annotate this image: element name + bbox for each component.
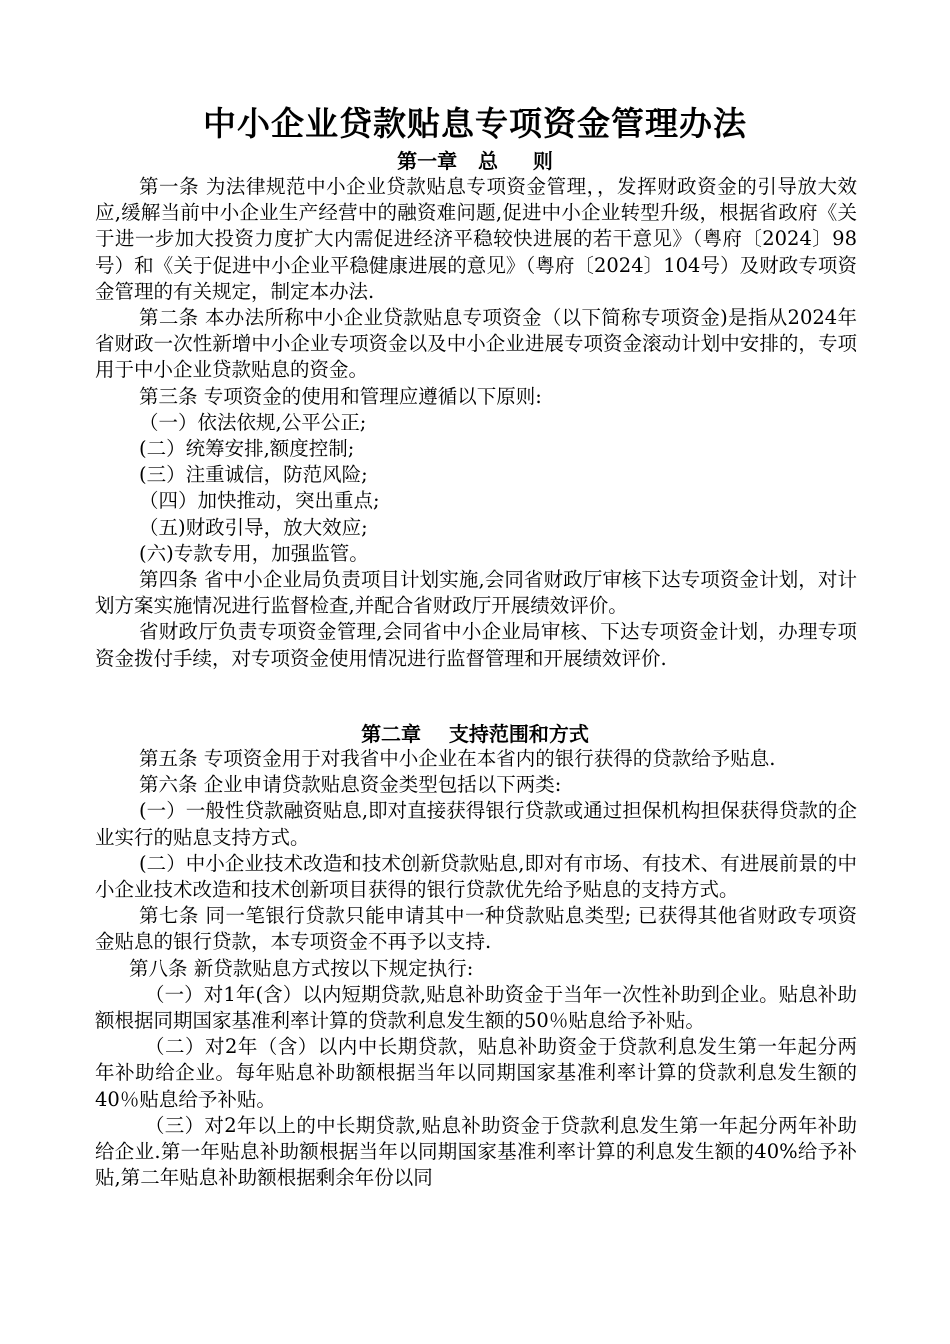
article-4: 第四条 省中小企业局负责项目计划实施,会同省财政厅审核下达专项资金计划，对计划方案实施情况进行监督检查,并配合省财政厅开展绩效评价。 <box>95 568 857 618</box>
article-1: 第一条 为法律规范中小企业贷款贴息专项资金管理，，发挥财政资金的引导放大效应,缓解当前中小企业生产经营中的融资难问题,促进中小企业转型升级，根据省政府《关于进一步加大投资力度扩大内需促进经济平稳较快进展的若干意见》（粤府〔2024〕98号）和《关于促进中小企业平稳健康进展的意见》（粤府〔2024〕104号）及财政专项资金管理的有关规定，制定本办法. <box>95 175 857 303</box>
article-8-rule-2: （二）对2年（含）以内中长期贷款，贴息补助资金于贷款利息发生第一年起分两年补助给企业。每年贴息补助额根据当年以同期国家基准利率计算的贷款利息发生额的40％贴息给予补贴。 <box>95 1035 857 1111</box>
article-7: 第七条 同一笔银行贷款只能申请其中一种贷款贴息类型; 已获得其他省财政专项资金贴息的银行贷款，本专项资金不再予以支持. <box>95 904 857 954</box>
article-6-type-2: (二）中小企业技术改造和技术创新贷款贴息,即对有市场、有技术、有进展前景的中小企业技术改造和技术创新项目获得的银行贷款优先给予贴息的支持方式。 <box>95 851 857 902</box>
article-6: 第六条 企业申请贷款贴息资金类型包括以下两类: <box>139 773 562 797</box>
principle-6: (六)专款专用，加强监管。 <box>139 541 369 565</box>
principle-5: （五)财政引导，放大效应; <box>139 515 368 539</box>
chapter-1-heading: 第一章 总 则 <box>397 149 553 173</box>
article-6-type-1: (一）一般性贷款融资贴息,即对直接获得银行贷款或通过担保机构担保获得贷款的企业实行的贴息支持方式。 <box>95 799 857 849</box>
article-8-rule-1: （一）对1年(含）以内短期贷款,贴息补助资金于当年一次性补助到企业。贴息补助额根据同期国家基准利率计算的贷款利息发生额的50％贴息给予补贴。 <box>95 982 857 1033</box>
document-title: 中小企业贷款贴息专项资金管理办法 <box>203 104 747 143</box>
chapter-2-body <box>95 746 857 1191</box>
principle-1: （一）依法依规,公平公正; <box>139 410 367 434</box>
article-8-rule-3: （三）对2年以上的中长期贷款,贴息补助资金于贷款利息发生第一年起分两年补助给企业.第一年贴息补助额根据当年以同期国家基准利率计算的利息发生额的40%给予补贴,第二年贴息补助额根据剩余年份以同 <box>95 1113 857 1190</box>
principle-4: （四）加快推动，突出重点; <box>139 489 380 513</box>
chapter-2-heading: 第二章 支持范围和方式 <box>361 722 589 746</box>
article-3: 第三条 专项资金的使用和管理应遵循以下原则: <box>139 384 542 408</box>
principle-2: (二）统筹安排,额度控制; <box>139 437 355 461</box>
article-4-para-2: 省财政厅负责专项资金管理,会同省中小企业局审核、下达专项资金计划，办理专项资金拨付手续，对专项资金使用情况进行监督管理和开展绩效评价. <box>95 620 857 670</box>
principle-3: (三）注重诚信，防范风险; <box>139 463 368 487</box>
article-8: 第八条 新贷款贴息方式按以下规定执行: <box>129 956 474 980</box>
article-2: 第二条 本办法所称中小企业贷款贴息专项资金（以下简称专项资金)是指从2024年省财政一次性新增中小企业专项资金以及中小企业进展专项资金滚动计划中安排的，专项用于中小企业贷款贴息的资金。 <box>95 306 857 382</box>
article-5: 第五条 专项资金用于对我省中小企业在本省内的银行获得的贷款给予贴息. <box>139 747 776 770</box>
chapter-1-body <box>95 174 857 672</box>
